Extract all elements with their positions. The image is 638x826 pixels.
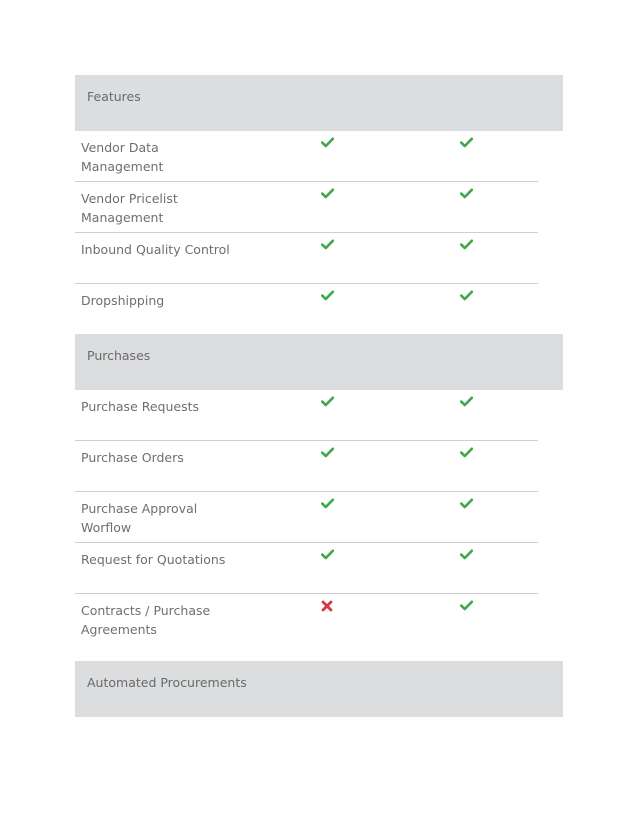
feature-label: Dropshipping — [81, 293, 165, 308]
feature-label: Contracts / Purchase Agreements — [81, 603, 211, 637]
check-icon — [321, 137, 337, 153]
cross-icon — [321, 600, 337, 616]
check-icon — [321, 549, 337, 565]
check-icon — [460, 549, 476, 565]
table-row — [75, 131, 538, 182]
table-row — [75, 441, 538, 492]
check-icon — [460, 396, 476, 412]
check-icon — [460, 188, 476, 204]
check-icon — [460, 137, 476, 153]
check-icon — [460, 239, 476, 255]
feature-label: Purchase Requests — [81, 399, 200, 414]
feature-label: Purchase Orders — [81, 450, 184, 465]
section-header-purchases — [75, 334, 563, 390]
feature-label: Vendor Pricelist Management — [81, 191, 178, 225]
feature-comparison-table — [75, 75, 563, 717]
feature-label: Vendor Data Management — [81, 140, 164, 174]
section-header-automated-procurements — [75, 661, 563, 717]
table-row — [75, 543, 538, 594]
table-row — [75, 390, 538, 441]
check-icon — [460, 447, 476, 463]
check-icon — [460, 290, 476, 306]
check-icon — [321, 396, 337, 412]
feature-label: Inbound Quality Control — [81, 242, 230, 257]
table-row — [75, 492, 538, 543]
table-row — [75, 233, 538, 284]
check-icon — [460, 600, 476, 616]
feature-label: Request for Quotations — [81, 552, 226, 567]
check-icon — [321, 290, 337, 306]
check-icon — [460, 498, 476, 514]
check-icon — [321, 239, 337, 255]
section-header-features — [75, 75, 563, 131]
check-icon — [321, 447, 337, 463]
table-row — [75, 594, 538, 661]
check-icon — [321, 498, 337, 514]
table-row — [75, 284, 538, 334]
table-row — [75, 182, 538, 233]
feature-label: Purchase Approval Worflow — [81, 501, 198, 535]
section-title: Automated Procurements — [87, 675, 247, 690]
check-icon — [321, 188, 337, 204]
section-title: Purchases — [87, 348, 151, 363]
section-title: Features — [87, 89, 141, 104]
